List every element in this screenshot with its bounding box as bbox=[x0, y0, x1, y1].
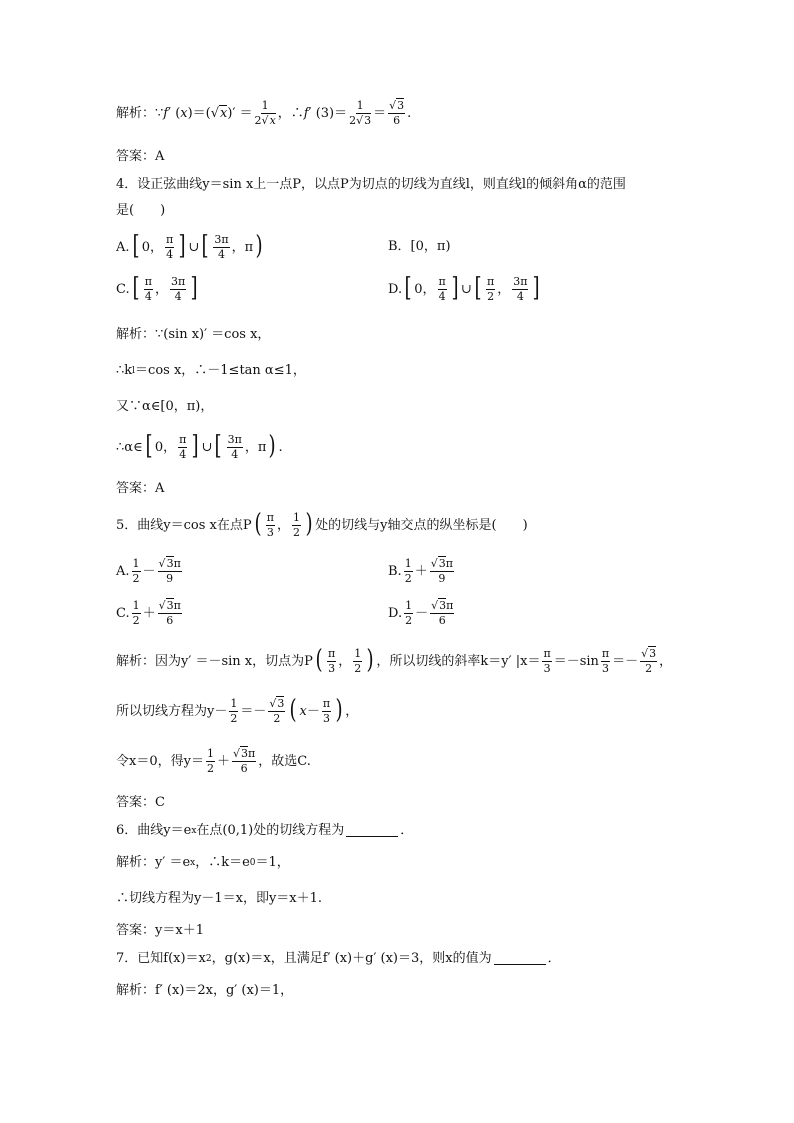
question-4-line-1: 4．设正弦曲线y＝sin x上一点P，以点P为切点的切线为直线l，则直线l的倾斜角α的范围 bbox=[116, 177, 626, 192]
solution-4-step-3: 又∵α∈[0，π)， bbox=[116, 399, 214, 414]
answer-6: 答案： y＝x＋1 bbox=[116, 923, 204, 938]
question-4-line-2: 是( ) bbox=[116, 203, 166, 218]
fraction: $\frac{√3}{6}$ bbox=[389, 99, 405, 127]
option-4b: B．[0，π) bbox=[388, 239, 451, 254]
answer-blank[interactable] bbox=[346, 824, 398, 837]
solution-6-step-1: 解析： y′ ＝e x ，∴k＝e 0 ＝1， bbox=[116, 855, 290, 870]
question-6: 6．曲线y＝e x 在点(0,1)处的切线方程为 ． bbox=[116, 823, 414, 838]
option-5d: D. $\frac{1}{2}$ － $\frac{√3\pi}{6}$ bbox=[388, 599, 454, 627]
fraction: $\frac{1}{2√x}$ bbox=[254, 99, 276, 127]
solution-7-step-1: 解析： f′ (x)＝2x，g′ (x)＝1， bbox=[116, 983, 294, 998]
option-4d: D. [ 0， $\frac{\pi}{4}$ ] ∪ [ $\frac{\pi}{2}$ ， $\frac{3\pi}{4}$ ] bbox=[388, 273, 541, 304]
solution-5-step-1: 解析： 因为y′ ＝－sin x，切点为P ( $\frac{\pi}{3}$ ， $\frac{1}{2}$ ) ，所以切线的斜率k＝y′ |x＝ $\frac{\pi}{3}$ ＝－sin $\frac{\pi}{3}$ ＝－ $\frac{√3}{2}$ ， bbox=[116, 645, 673, 676]
solution-3: 解析： ∵f′ (x)＝(√x)′ ＝ $\frac{1}{2√x}$ ，∴f′ (3)＝ $\frac{1}{2√3}$ ＝ $\frac{√3}{6}$ . bbox=[116, 99, 412, 127]
answer-5: 答案： C bbox=[116, 795, 165, 810]
option-4a: A. [ 0， $\frac{\pi}{4}$ ] ∪ [ $\frac{3\pi}{4}$ ，π ) bbox=[116, 231, 263, 262]
solution-6-step-2: ∴切线方程为y－1＝x，即y＝x＋1. bbox=[116, 891, 323, 906]
solution-4-step-2: ∴k l ＝cos x，∴－1≤tan α≤1， bbox=[116, 363, 306, 378]
question-7: 7．已知f(x)＝x 2 ，g(x)＝x，且满足f′ (x)＋g′ (x)＝3，则x的值为 ． bbox=[116, 951, 561, 966]
solution-label: 解析： bbox=[116, 105, 156, 121]
option-5c: C. $\frac{1}{2}$ ＋ $\frac{√3\pi}{6}$ bbox=[116, 599, 181, 627]
option-4c: C. [ $\frac{\pi}{4}$ ， $\frac{3\pi}{4}$ ] bbox=[116, 273, 198, 304]
solution-4-step-1: 解析： ∵(sin x)′ ＝cos x， bbox=[116, 327, 271, 342]
question-5: 5．曲线y＝cos x在点P ( $\frac{\pi}{3}$ ， $\frac{1}{2}$ ) 处的切线与y轴交点的纵坐标是( ) bbox=[116, 509, 528, 540]
solution-4-step-4: ∴α∈ [ 0， $\frac{\pi}{4}$ ] ∪ [ $\frac{3\pi}{4}$ ，π ) . bbox=[116, 431, 283, 462]
solution-5-step-2: 所以切线方程为y－ $\frac{1}{2}$ ＝－ $\frac{√3}{2}$ ( x － $\frac{\pi}{3}$ ) ， bbox=[116, 695, 359, 726]
solution-5-step-3: 令x＝0，得y＝ $\frac{1}{2}$ ＋ $\frac{√3\pi}{6}$ ，故选C. bbox=[116, 747, 311, 775]
option-5b: B. $\frac{1}{2}$ ＋ $\frac{√3\pi}{9}$ bbox=[388, 557, 453, 585]
fraction: $\frac{1}{2√3}$ bbox=[349, 99, 372, 127]
answer-4: 答案： A bbox=[116, 481, 165, 496]
answer-blank[interactable] bbox=[494, 952, 546, 965]
answer-3: 答案： A bbox=[116, 149, 165, 164]
option-5a: A. $\frac{1}{2}$ － $\frac{√3\pi}{9}$ bbox=[116, 557, 181, 585]
